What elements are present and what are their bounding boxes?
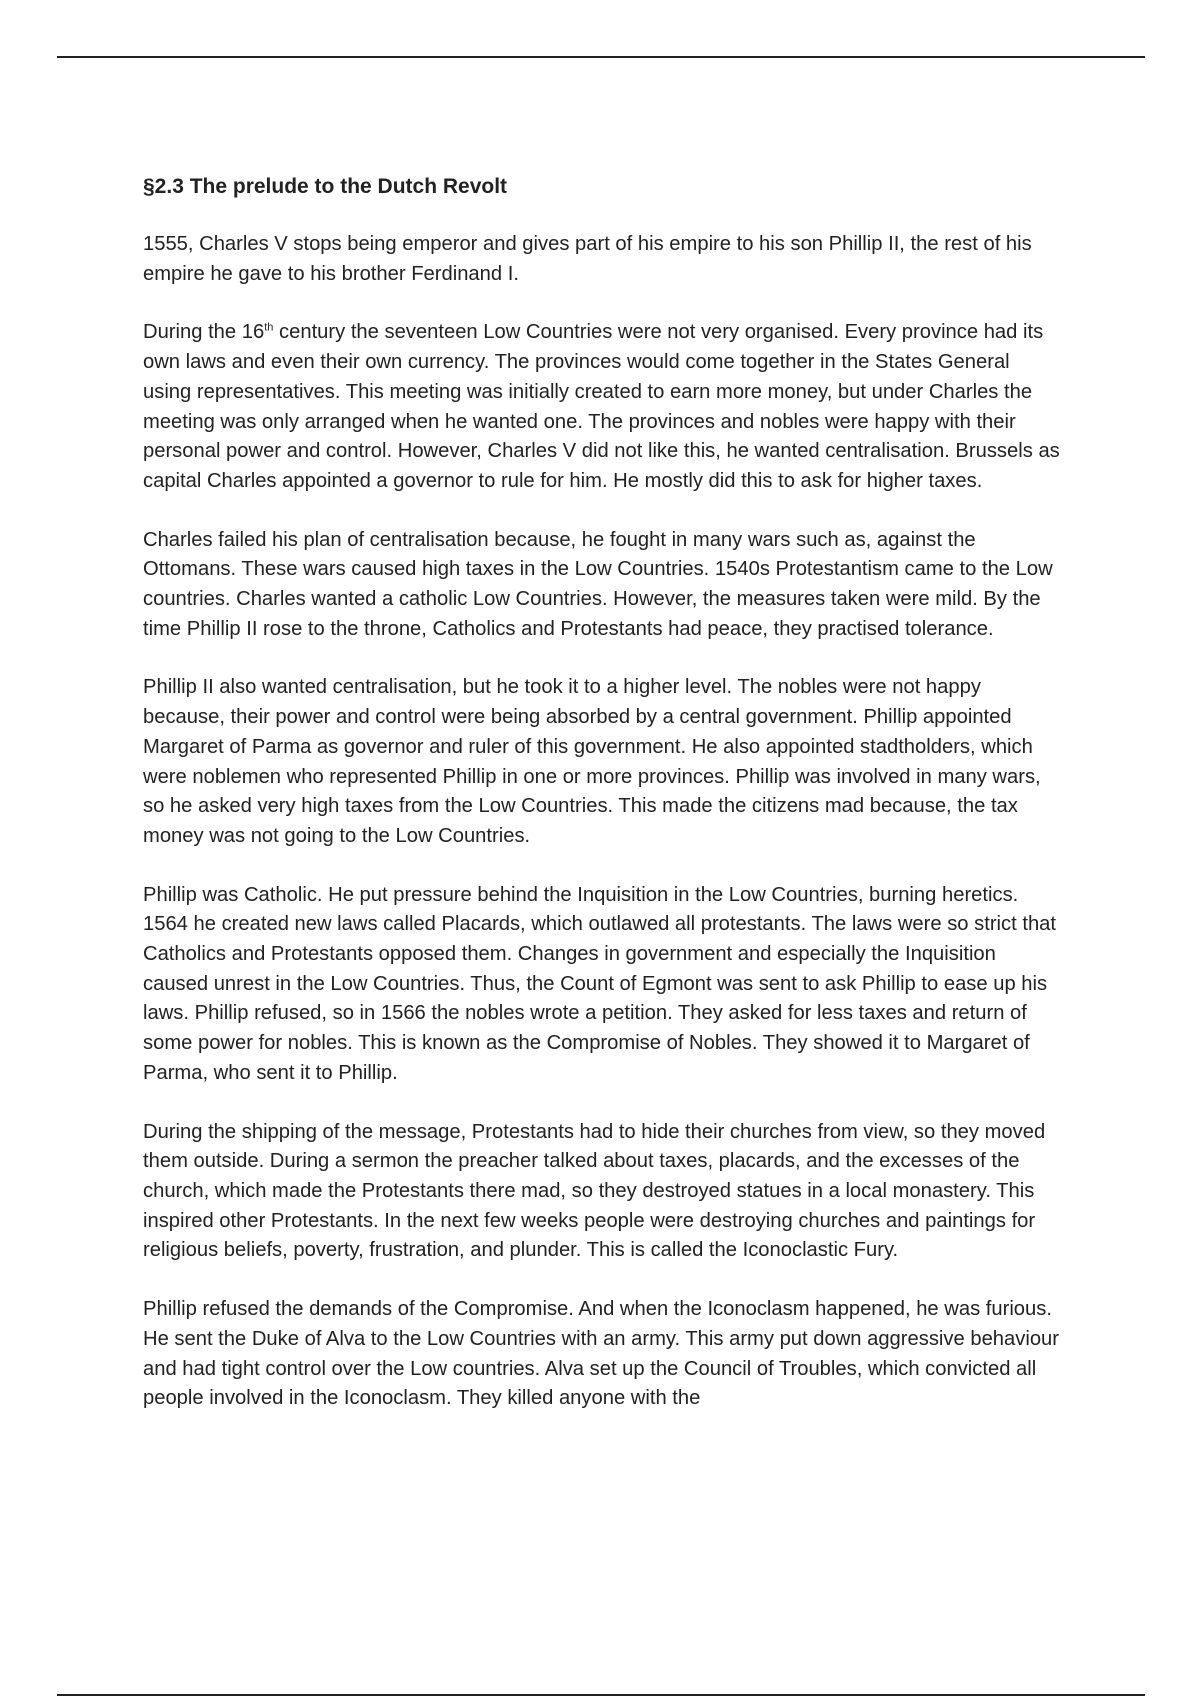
- paragraph-1: 1555, Charles V stops being emperor and gives part of his empire to his son Phillip II, the rest of his empire he gave to his brother Ferdinand I.: [143, 233, 1032, 285]
- paragraph-3: Charles failed his plan of centralisation because, he fought in many wars such as, against the Ottomans. These wars caused high taxes in the Low Countries. 1540s Protestantism came to the Low countries. Charles wanted a catholic Low Countries. However, the measures taken were mild. By the time Phillip II rose to the throne, Catholics and Protestants had peace, they practised tolerance.: [143, 528, 1053, 640]
- section-heading: §2.3 The prelude to the Dutch Revolt: [143, 175, 508, 198]
- paragraph-7: Phillip refused the demands of the Compromise. And when the Iconoclasm happened, he was furious. He sent the Duke of Alva to the Low Countries with an army. This army put down aggressive behaviour and had tight control over the Low countries. Alva set up the Council of Troubles, which convicted all people involved in the Iconoclasm. They killed anyone with the: [143, 1298, 1060, 1410]
- footer-rule: [57, 1694, 1145, 1696]
- page-body: [143, 172, 1063, 1443]
- paragraph-5: Phillip was Catholic. He put pressure behind the Inquisition in the Low Countries, burning heretics. 1564 he created new laws called Placards, which outlawed all protestants. The laws were so strict that Catholics and Protestants opposed them. Changes in government and especially the Inquisition caused unrest in the Low Countries. Thus, the Count of Egmont was sent to ask Phillip to ease up his laws. Phillip refused, so in 1566 the nobles wrote a petition. They asked for less taxes and return of some power for nobles. This is known as the Compromise of Nobles. They showed it to Margaret of Parma, who sent it to Phillip.: [143, 883, 1057, 1084]
- paragraph-2-start: During the 16: [143, 321, 265, 344]
- paragraph-2-rest: century the seventeen Low Countries were not very organised. Every province had its own laws and even their own currency. The provinces would come together in the States General using representatives. This meeting was initially created to earn more money, but under Charles the meeting was only arranged when he wanted one. The provinces and nobles were happy with their personal power and control. However, Charles V did not like this, he wanted centralisation. Brussels as capital Charles appointed a governor to rule for him. He mostly did this to ask for higher taxes.: [143, 321, 1060, 492]
- paragraph-4: Phillip II also wanted centralisation, but he took it to a higher level. The nobles were not happy because, their power and control were being absorbed by a central government. Phillip appointed Margaret of Parma as governor and ruler of this government. He also appointed stadtholders, which were noblemen who represented Phillip in one or more provinces. Phillip was involved in many wars, so he asked very high taxes from the Low Countries. This made the citizens mad because, the tax money was not going to the Low Countries.: [143, 676, 1041, 847]
- paragraph-6: During the shipping of the message, Protestants had to hide their churches from view, so they moved them outside. During a sermon the preacher talked about taxes, placards, and the excesses of the church, which made the Protestants there mad, so they destroyed statues in a local monastery. This inspired other Protestants. In the next few weeks people were destroying churches and paintings for religious beliefs, poverty, frustration, and plunder. This is called the Iconoclastic Fury.: [143, 1120, 1046, 1262]
- paragraph-2: [143, 318, 1063, 496]
- header-rule: [57, 56, 1145, 58]
- ordinal-suffix: th: [264, 321, 274, 334]
